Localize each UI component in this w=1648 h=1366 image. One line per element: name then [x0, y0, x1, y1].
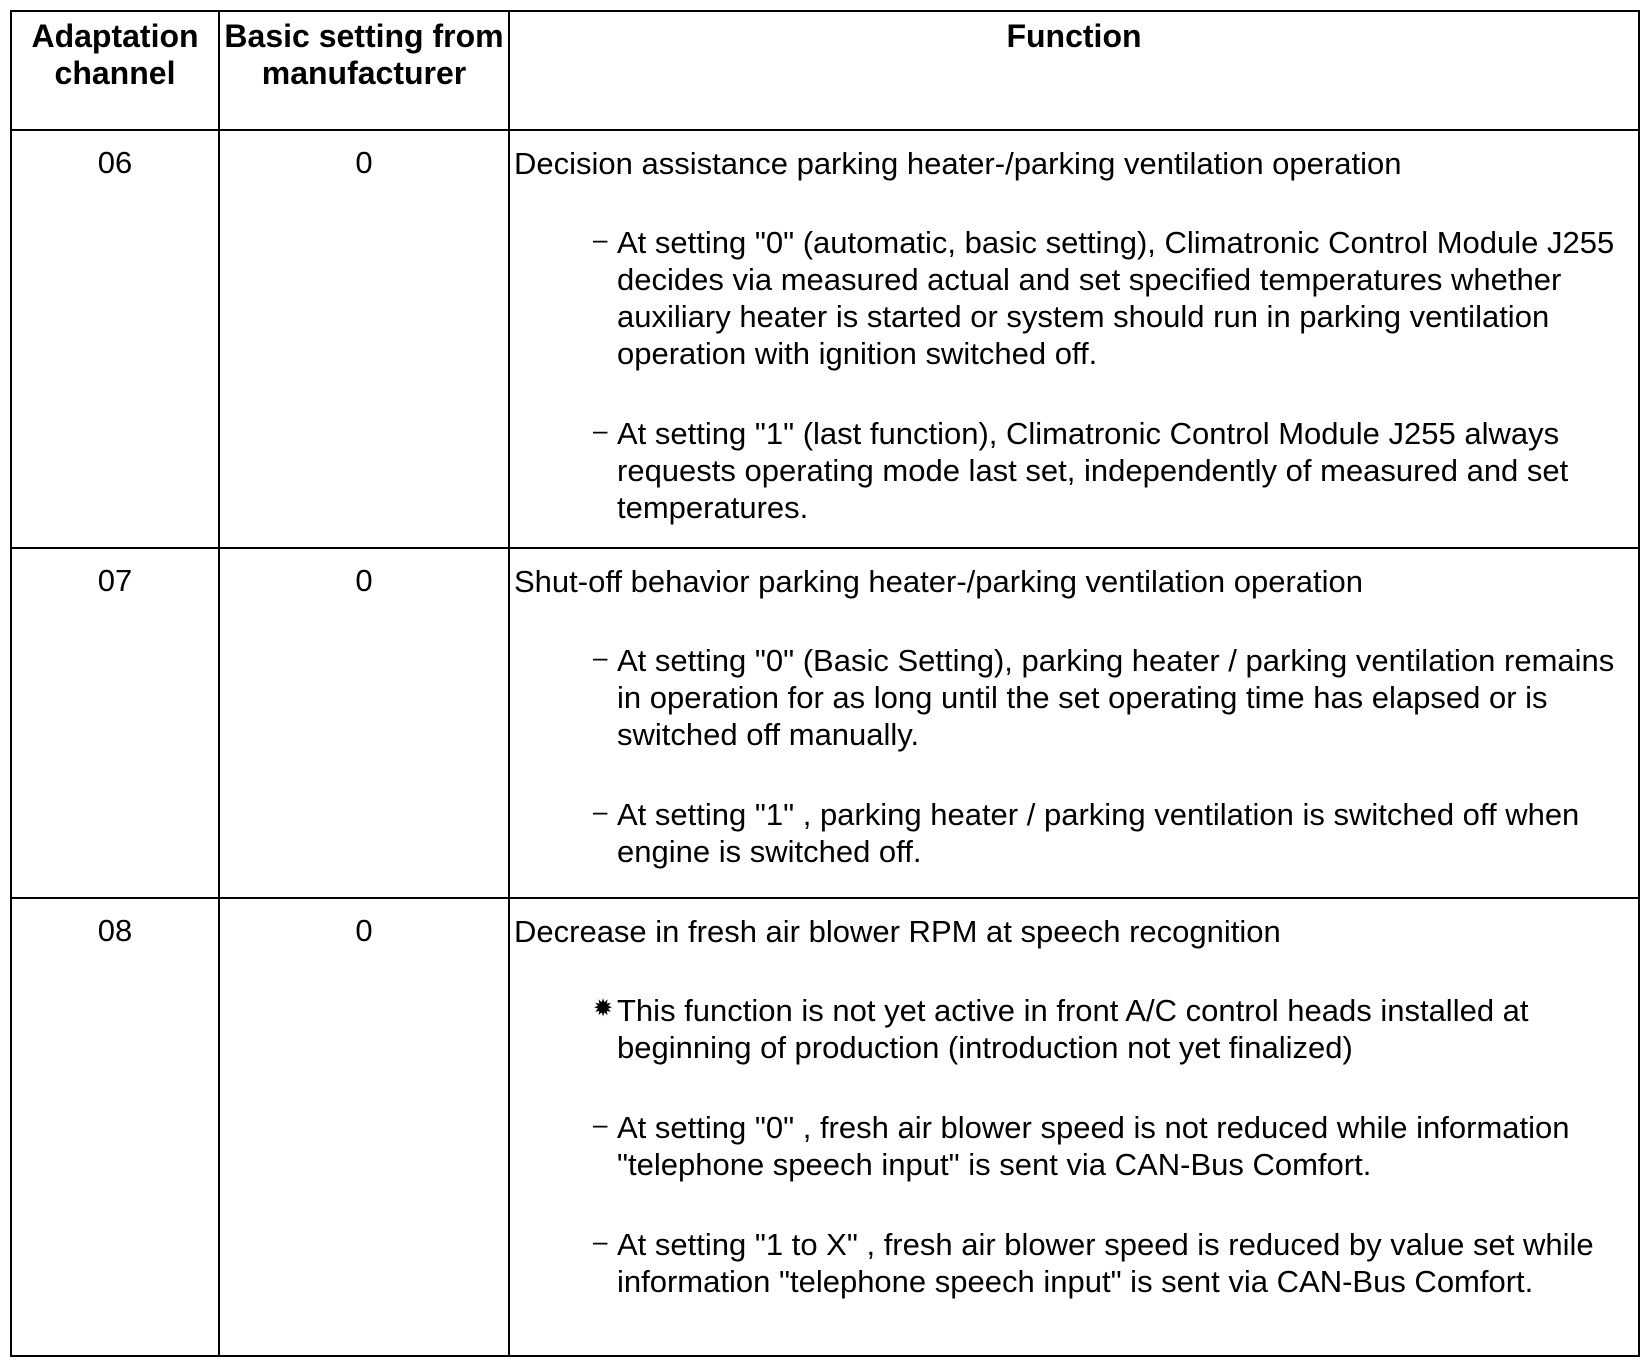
note-text: At setting "0" , fresh air blower speed is not reduced while information "telephone speech input" is sent via CAN-Bus Comfort.	[617, 1110, 1570, 1182]
channel-cell: 07	[11, 548, 219, 898]
function-title: Shut-off behavior parking heater-/parking ventilation operation	[514, 564, 1364, 599]
note-text: At setting "1" , parking heater / parking ventilation is switched off when engine is switched off.	[617, 797, 1580, 869]
table-row	[11, 130, 1639, 548]
header-adaptation-channel: Adaptation channel	[11, 11, 219, 130]
list-item	[514, 224, 1638, 372]
dash-icon	[593, 411, 607, 449]
dash-icon	[593, 792, 607, 830]
dash-icon	[593, 1105, 607, 1143]
dash-icon	[593, 1222, 607, 1260]
dash-icon	[593, 638, 607, 676]
function-notes	[514, 992, 1638, 1300]
list-item	[514, 1109, 1638, 1183]
header-basic-setting: Basic setting from manufacturer	[219, 11, 509, 130]
note-text: At setting "1 to X" , fresh air blower speed is reduced by value set while information "telephone speech input" is sent via CAN-Bus Comfort.	[617, 1227, 1594, 1299]
table-header-row	[11, 11, 1639, 130]
table-row	[11, 548, 1639, 898]
function-notes	[514, 642, 1638, 870]
channel-cell: 06	[11, 130, 219, 548]
note-text: At setting "0" (Basic Setting), parking heater / parking ventilation remains in operation for as long until the set operating time has elapsed or is switched off manually.	[617, 643, 1615, 752]
basic-setting-cell: 0	[219, 548, 509, 898]
basic-setting-cell: 0	[219, 898, 509, 1356]
header-function: Function	[509, 11, 1639, 130]
function-title: Decision assistance parking heater-/parking ventilation operation	[514, 146, 1402, 181]
list-item	[514, 796, 1638, 870]
note-text: At setting "1" (last function), Climatronic Control Module J255 always requests operating mode last set, independently of measured and set temperatures.	[617, 416, 1569, 525]
function-cell	[509, 898, 1639, 1356]
note-star-icon: ✹	[593, 995, 614, 1022]
dash-icon	[593, 220, 607, 258]
function-notes	[514, 224, 1638, 526]
list-item	[514, 642, 1638, 753]
adaptation-table	[10, 10, 1640, 1357]
list-item	[514, 1226, 1638, 1300]
note-text: At setting "0" (automatic, basic setting), Climatronic Control Module J255 decides via measured actual and set specified temperatures whether auxiliary heater is started or system should run in parking ventilation operation with ignition switched off.	[617, 225, 1615, 371]
table-row	[11, 898, 1639, 1356]
function-cell	[509, 548, 1639, 898]
list-item	[514, 992, 1638, 1066]
note-text: This function is not yet active in front A/C control heads installed at beginning of production (introduction not yet finalized)	[617, 993, 1529, 1065]
function-cell	[509, 130, 1639, 548]
list-item	[514, 415, 1638, 526]
basic-setting-cell: 0	[219, 130, 509, 548]
function-title: Decrease in fresh air blower RPM at speech recognition	[514, 914, 1281, 949]
channel-cell: 08	[11, 898, 219, 1356]
